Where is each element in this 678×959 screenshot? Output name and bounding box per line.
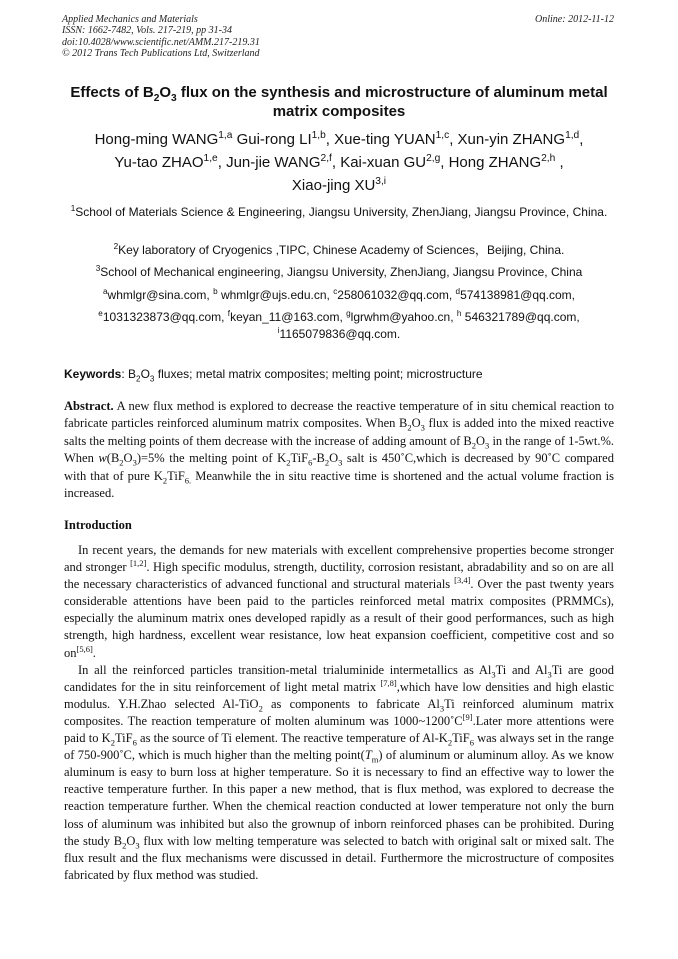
email: lgrwhm@yahoo.cn, <box>350 310 457 324</box>
author: Xiao-jing XU <box>291 177 376 194</box>
email: 1031323873@qq.com, <box>102 310 228 324</box>
email: whmlgr@ujs.edu.cn, <box>217 288 334 302</box>
email: 546321789@qq.com, <box>461 310 580 324</box>
email-line-1: $^a$whmlgr@sina.com, $^b$ whmlgr@ujs.edu.cn, $^c$258061032@qq.com, $^d$574138981@qq.com, <box>102 287 576 302</box>
author: Gui-rong LI <box>236 131 312 148</box>
email: 258061032@qq.com, <box>337 288 456 302</box>
abstract: Abstract. A new flux method is explored to decrease the reactive temperature of in situ chemical reaction to fabricate particles reinforced aluminum matrix composites. When $B_2O_3$ flux is added into the mixed reactive salts the melting points of them decrease with the increase of adding amount of $B_2O_3$ in the range of 1-5wt.%. When $w(B_2O_3)=5\%$ the melting point of $K_2TiF_6-B_2O_3$ salt is 450˚C,which is decreased by 90˚C compared with that of pure $K_2TiF_{6.}$ Meanwhile the in situ reactive time is shortened and the actual volume fraction is increased. <box>64 399 614 501</box>
author: Jun-jie WANG <box>226 154 321 171</box>
email: 1165079836@qq.com. <box>279 327 401 341</box>
affiliation-2: $^2$Key laboratory of Cryogenics ,TIPC, Chinese Academy of Sciences，Beijing, China. <box>113 242 565 257</box>
author: Kai-xuan GU <box>340 154 427 171</box>
author: Xun-yin ZHANG <box>457 131 566 148</box>
issn: ISSN: 1662-7482, Vols. 217-219, pp 31-34 <box>62 25 232 37</box>
copyright: © 2012 Trans Tech Publications Ltd, Switzerland <box>62 47 260 59</box>
author: Hong-ming WANG <box>94 131 219 148</box>
paper-title: Effects of $B_2O_3$ flux on the synthesis and microstructure of aluminum metal matrix composites <box>70 84 608 120</box>
paragraph: In all the reinforced particles transition-metal trialuminide intermetallics as $Al_3Ti$ and $Al_3Ti$ are good candidates for the in situ reinforcement of light metal matrix [7,8],which have low densities and high elastic modulus. Y.H.Zhao selected Al-TiO$_2$ as components to fabricate $Al_3Ti$ reinforced aluminum matrix composites. The reaction temperature of molten aluminum was 1000~1200˚C[9].Later more attentions were paid to $K_2TiF_6$ as the source of Ti element. The reactive temperature of $Al-K_2TiF_6$ was always set in the range of 750-900˚C, which is much higher than the melting $point(T_m)$ of aluminum or aluminum alloy. As we know aluminum is easy to burn loss at higher temperature. So it is necessary to find an effective way to lower the reactive temperature further. In this paper a new method, that is flux method, was explored to decrease the reaction temperature further. When the chemical reaction conducted at lower temperature not only the burn loss of aluminum was inhibited but also the grownup of inborn reinforced phases can be prohibited. During the study $B_2O_3$ flux with low melting temperature was selected to batch with original salt or mixed salt. The flux result and the flux mechanisms were discussed in detail. Furthermore the microstructure of composites fabricated by flux method was studied. <box>64 662 614 882</box>
author: Yu-tao ZHAO <box>114 154 204 171</box>
email-line-2: $^e$1031323873@qq.com, $^f$keyan_11@163.com, $^g$lgrwhm@yahoo.cn, $^h$ 546321789@qq.com, $^i$1165079836@qq.com. <box>98 309 580 341</box>
email: whmlgr@sina.com, <box>107 288 214 302</box>
author: Xue-ting YUAN <box>334 131 436 148</box>
running-header <box>62 14 614 59</box>
journal-name: Applied Mechanics and Materials <box>62 14 198 25</box>
introduction-body <box>64 542 614 884</box>
author-list: Hong-ming WANG$^{1,a}$ Gui-rong LI$^{1,b}$, Xue-ting YUAN$^{1,c}$, Xun-yin ZHANG$^{1,d}$, Yu-tao ZHAO$^{1,e}$, Jun-jie WANG$^{2,f}$, Kai-xuan GU$^{2,g}$, Hong ZHANG$^{2,h}$ , Xiao-jing XU$^{3,i}$ <box>94 130 584 194</box>
doi: doi:10.4028/www.scientific.net/AMM.217-219.31 <box>62 36 260 48</box>
paragraph: In recent years, the demands for new materials with excellent comprehensive properties become stronger and stronger [1,2]. High specific modulus, strength, ductility, corrosion resistant, abradability and so on are all the necessary characteristics of advanced functional and structural materials [3,4]. Over the past twenty years considerable attentions have been paid to the particles reinforced metal matrix composites (PRMMCs), especially the aluminum matrix ones developed rapidly as a result of their good performances, such as high strength, high hardness, excellent wear resistance, low heat expansion coefficient, competitive cost and so on[5,6]. <box>64 543 615 660</box>
affiliation-1: $^1$School of Materials Science & Engineering, Jiangsu University, ZhenJiang, Jiangsu Province, China. <box>70 204 608 219</box>
online-date: Online: 2012-11-12 <box>535 14 614 25</box>
author: Hong ZHANG <box>448 154 542 171</box>
affiliation-3: $^3$School of Mechanical engineering, Jiangsu University, ZhenJiang, Jiangsu Province, China <box>95 264 583 279</box>
section-heading-introduction: Introduction <box>64 518 132 532</box>
email: 574138981@qq.com, <box>460 288 576 302</box>
keywords: Keywords: $B_2O_3$ fluxes; metal matrix composites; melting point; microstructure <box>64 367 483 384</box>
email: keyan_11@163.com, <box>230 310 347 324</box>
